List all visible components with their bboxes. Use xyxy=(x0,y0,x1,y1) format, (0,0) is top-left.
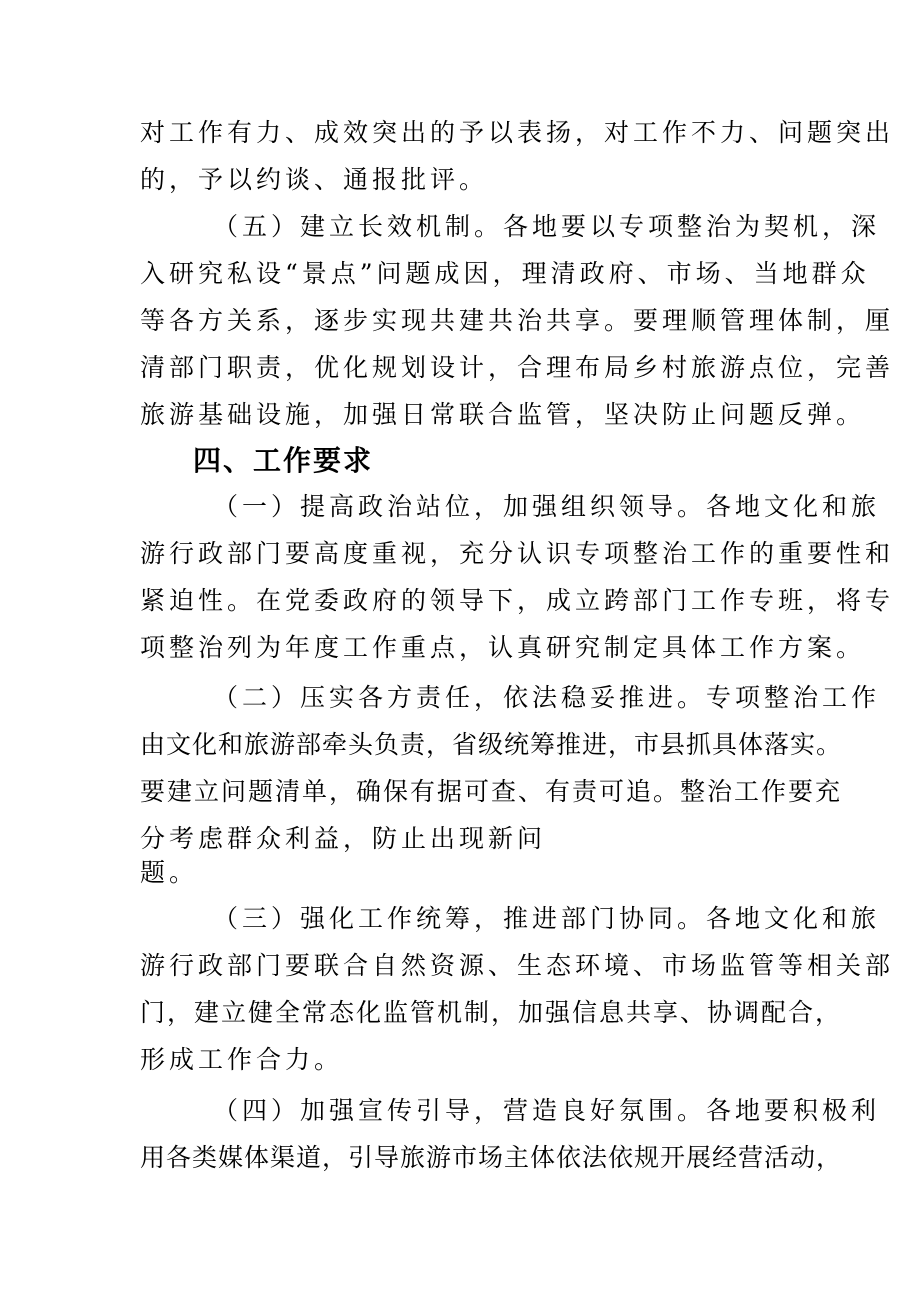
text-line: 入研究私设“景点”问题成因，理清政府、市场、当地群众 xyxy=(140,259,870,288)
paragraph-start-line: （三）强化工作统筹，推进部门协同。各地文化和旅 xyxy=(213,904,881,933)
text-line: 要建立问题清单，确保有据可查、有责可追。整治工作要充 xyxy=(140,777,843,806)
paragraph-start-line: （五）建立长效机制。各地要以专项整治为契机，深 xyxy=(213,212,881,241)
text-line: 分考虑群众利益，防止出现新问 xyxy=(140,824,547,853)
text-line: 清部门职责，优化规划设计，合理布局乡村旅游点位，完善 xyxy=(140,353,895,382)
text-line: 紧迫性。在党委政府的领导下，成立跨部门工作专班，将专 xyxy=(140,586,895,615)
text-line: 旅游基础设施，加强日常联合监管，坚决防止问题反弹。 xyxy=(140,400,866,429)
text-line: 形成工作合力。 xyxy=(140,1045,344,1074)
text-line: 题。 xyxy=(140,858,199,887)
paragraph-start-line: （四）加强宣传引导，营造良好氛围。各地要积极利 xyxy=(213,1096,881,1125)
text-line: 用各类媒体渠道，引导旅游市场主体依法依规开展经营活动， xyxy=(140,1143,843,1172)
text-line: 等各方关系，逐步实现共建共治共享。要理顺管理体制，厘 xyxy=(140,306,895,335)
text-line: 门，建立健全常态化监管机制，加强信息共享、协调配合， xyxy=(140,998,843,1027)
text-line: 由文化和旅游部牵头负责，省级统筹推进，市县抓具体落实。 xyxy=(140,730,843,759)
text-line: 的，予以约谈、通报批评。 xyxy=(140,165,489,194)
text-line: 游行政部门要联合自然资源、生态环境、市场监管等相关部 xyxy=(140,951,895,980)
paragraph-start-line: （二）压实各方责任，依法稳妥推进。专项整治工作 xyxy=(213,683,881,712)
text-line: 游行政部门要高度重视，充分认识专项整治工作的重要性和 xyxy=(140,539,895,568)
paragraph-start-line: （一）提高政治站位，加强组织领导。各地文化和旅 xyxy=(213,492,881,521)
text-line: 项整治列为年度工作重点，认真研究制定具体工作方案。 xyxy=(140,633,866,662)
section-heading: 四、工作要求 xyxy=(193,444,374,477)
text-line: 对工作有力、成效突出的予以表扬，对工作不力、问题突出 xyxy=(140,118,895,147)
